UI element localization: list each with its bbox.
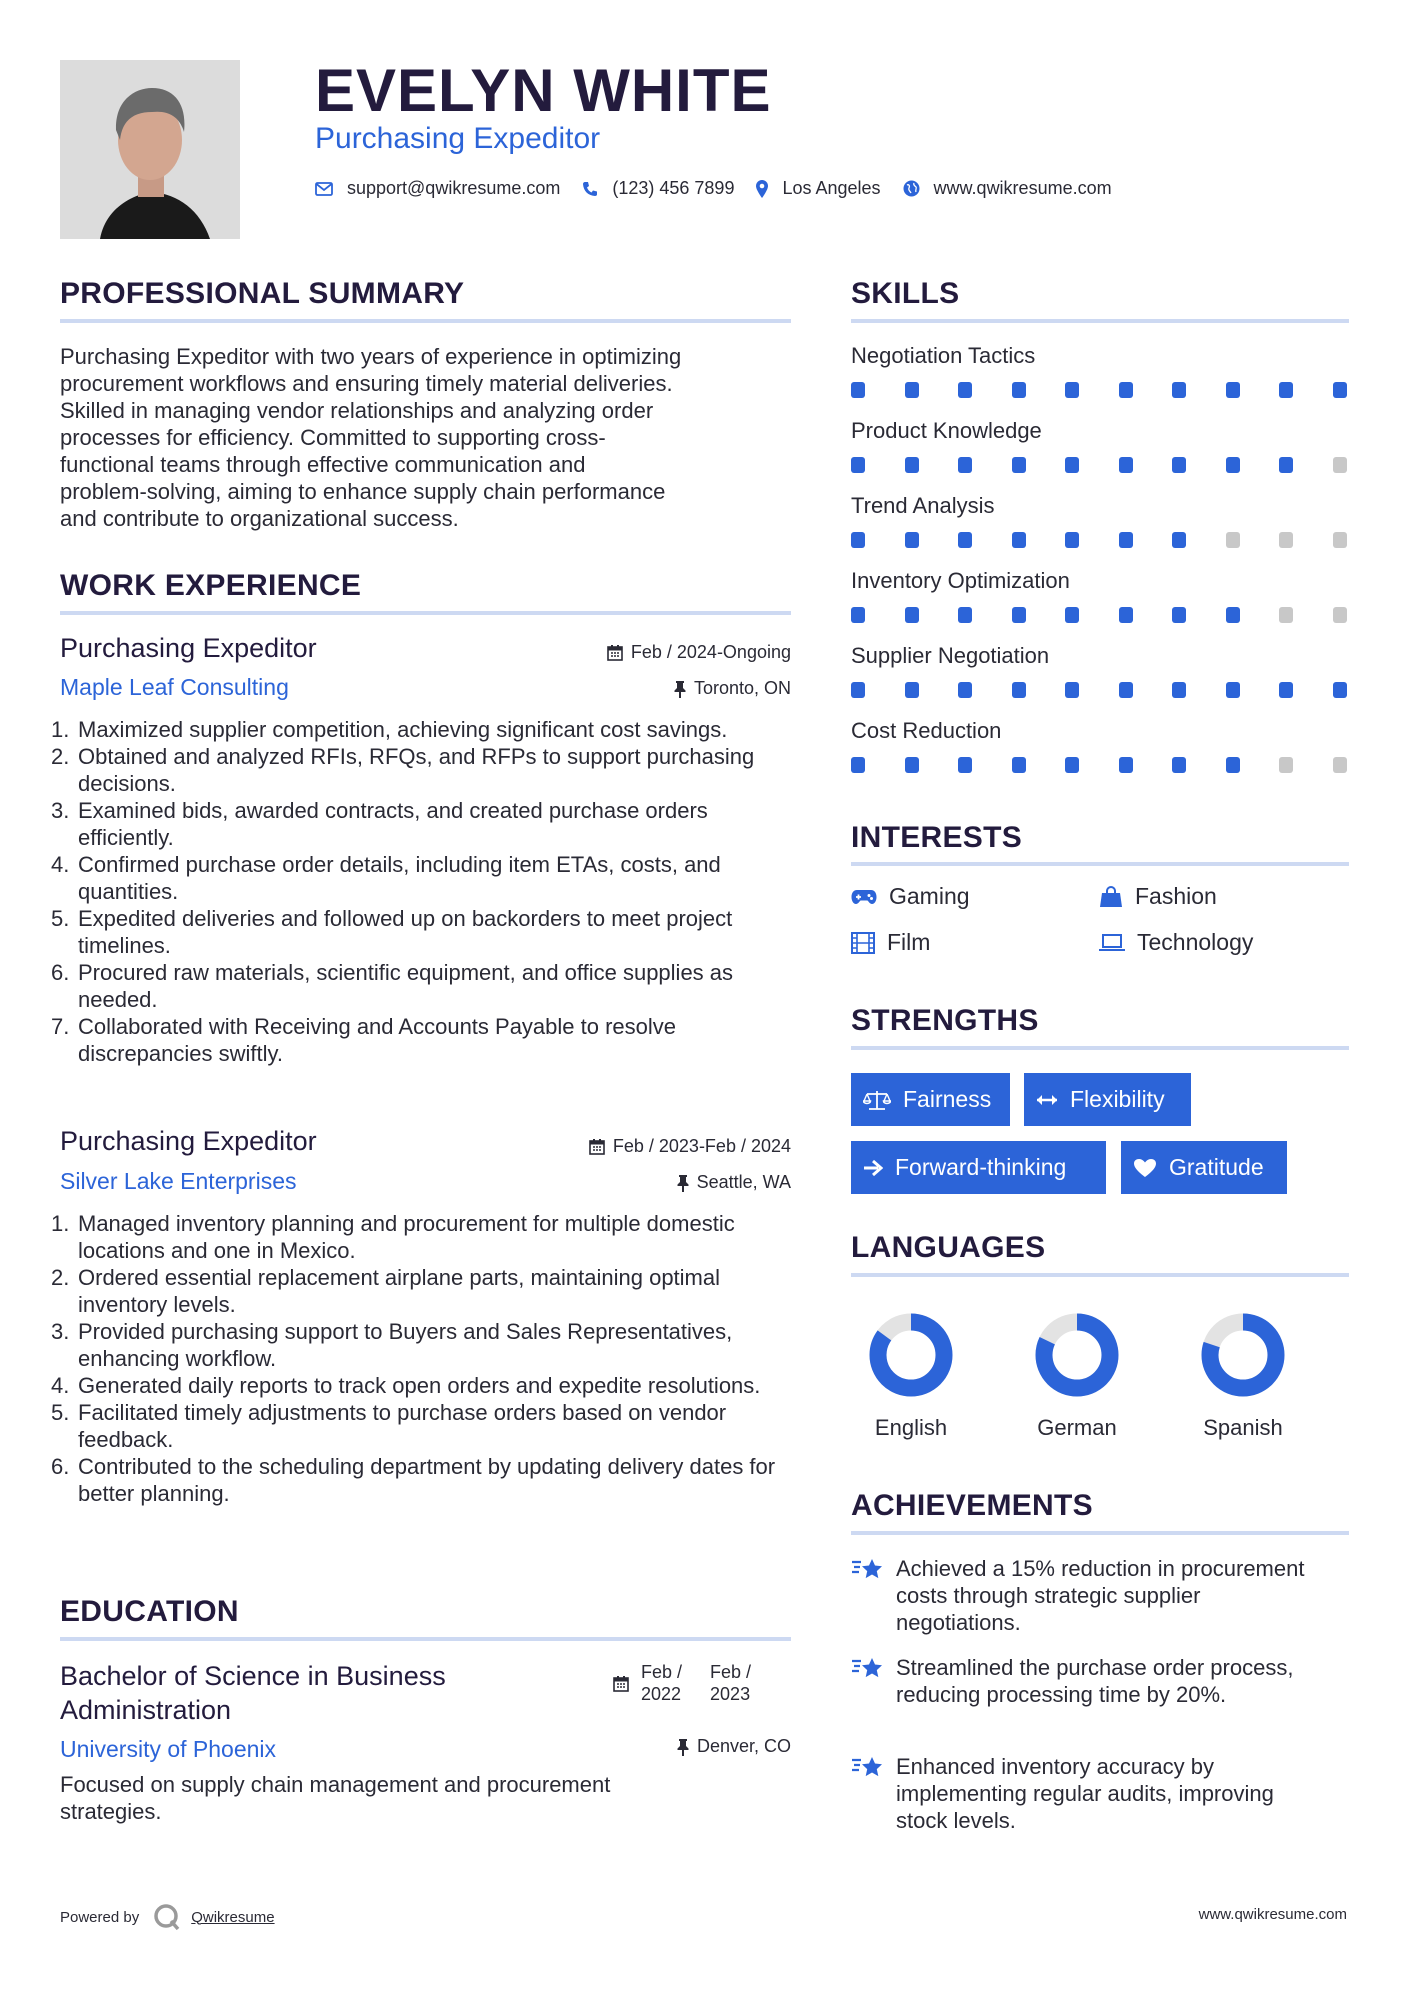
skill-name: Trend Analysis: [851, 493, 995, 518]
pushpin-icon: [677, 1738, 689, 1756]
strengths-heading: STRENGTHS: [851, 1004, 1039, 1037]
skill-dot: [1065, 682, 1079, 698]
skill-dot: [851, 382, 865, 398]
skill-dot: [851, 607, 865, 623]
list-item: [60, 1453, 790, 1507]
language-label: Spanish: [1203, 1415, 1283, 1440]
achievement-text: Achieved a 15% reduction in procurement costs through strategic supplier negotiations.: [896, 1556, 1305, 1635]
school-name: University of Phoenix: [60, 1736, 277, 1762]
list-item: [60, 905, 790, 959]
contact-location: [756, 178, 880, 199]
skill-dot: [1226, 607, 1240, 623]
summary-text: [60, 343, 800, 532]
strength-label: Gratitude: [1169, 1154, 1264, 1180]
skill-dot: [958, 382, 972, 398]
summary-line: functional teams through effective communication and: [60, 452, 586, 477]
skill-dot: [958, 757, 972, 773]
contact-phone[interactable]: [582, 178, 734, 199]
strength-chip: [1121, 1141, 1287, 1194]
task-text: Examined bids, awarded contracts, and created purchase orders efficiently.: [78, 798, 708, 850]
skill-dot: [1333, 682, 1347, 698]
education-rule: [60, 1637, 791, 1641]
interest-label: Technology: [1137, 929, 1254, 955]
summary-rule: [60, 319, 791, 323]
job-location-text: Seattle, WA: [696, 1172, 791, 1192]
skill-dot: [1333, 607, 1347, 623]
skill-name: Supplier Negotiation: [851, 643, 1050, 668]
phone-icon: [582, 181, 598, 197]
degree-title: [60, 1659, 446, 1727]
skill-dot: [1279, 532, 1293, 548]
list-item: [60, 743, 790, 797]
skill-dot: [1226, 757, 1240, 773]
skill-rating: [851, 457, 1350, 473]
shopping-bag-icon: [1099, 886, 1123, 908]
task-text: Obtained and analyzed RFIs, RFQs, and RFPs to support purchasing decisions.: [78, 744, 755, 796]
skill-dot: [1333, 757, 1347, 773]
contact-website[interactable]: [903, 178, 1112, 199]
skills-rule: [851, 319, 1349, 323]
candidate-name: EVELYN WHITE: [315, 57, 772, 124]
list-item: [60, 1399, 790, 1453]
company-name: Silver Lake Enterprises: [60, 1168, 297, 1194]
skill-dot: [1226, 382, 1240, 398]
job-dates-text: Feb / 2024-Ongoing: [630, 642, 791, 662]
task-text: Expedited deliveries and followed up on backorders to meet project timelines.: [78, 906, 733, 958]
language-label: English: [874, 1415, 948, 1440]
summary-heading: PROFESSIONAL SUMMARY: [60, 277, 465, 310]
list-item: [60, 1013, 790, 1067]
languages-rule: [851, 1273, 1349, 1277]
job-location: [674, 678, 791, 699]
skill-dot: [1065, 532, 1079, 548]
list-item: [60, 716, 790, 743]
summary-line: and contribute to organizational success.: [60, 506, 459, 531]
skill-dot: [1279, 607, 1293, 623]
laptop-icon: [1099, 934, 1125, 952]
experience-rule: [60, 611, 791, 615]
skill-dot: [958, 607, 972, 623]
interest-fashion: [1099, 883, 1217, 910]
pushpin-icon: [677, 1174, 689, 1192]
skill-dot: [1226, 457, 1240, 473]
achievement-text: Streamlined the purchase order process, reducing processing time by 20%.: [896, 1655, 1294, 1707]
task-text: Contributed to the scheduling department by updating delivery dates for better planning.: [78, 1454, 776, 1506]
website-text: www.qwikresume.com: [933, 178, 1112, 198]
skill-rating: [851, 607, 1350, 623]
list-item: [60, 1318, 790, 1372]
language-donut: [1032, 1310, 1122, 1400]
candidate-title: Purchasing Expeditor: [315, 122, 601, 155]
achievement-item: [851, 1555, 1331, 1636]
location-text: Los Angeles: [782, 178, 881, 198]
shooting-star-icon: [851, 1557, 885, 1583]
education-description: [60, 1771, 800, 1825]
skill-dot: [905, 532, 919, 548]
job-dates: [607, 642, 791, 663]
footer-website[interactable]: www.qwikresume.com: [1198, 1906, 1347, 1923]
skill-dot: [905, 382, 919, 398]
education-dates: [613, 1661, 751, 1705]
education-location: [677, 1736, 791, 1757]
task-list: [60, 1210, 790, 1507]
skill-dot: [1119, 757, 1133, 773]
education-desc-line: Focused on supply chain management and procurement: [60, 1772, 611, 1797]
achievements-heading: ACHIEVEMENTS: [851, 1489, 1093, 1522]
skill-dot: [1012, 607, 1026, 623]
company-name: Maple Leaf Consulting: [60, 674, 289, 700]
skill-dot: [1279, 457, 1293, 473]
calendar-icon: [613, 1675, 629, 1692]
skill-name: Negotiation Tactics: [851, 343, 1036, 368]
skill-name: Product Knowledge: [851, 418, 1042, 443]
skill-dot: [958, 682, 972, 698]
strength-chip: [851, 1073, 1010, 1126]
interests-rule: [851, 862, 1349, 866]
job-title: Purchasing Expeditor: [60, 1126, 317, 1156]
skill-dot: [1333, 457, 1347, 473]
qwikresume-logo-icon: [153, 1903, 181, 1931]
language-label: German: [1037, 1415, 1117, 1440]
skill-dot: [1012, 382, 1026, 398]
skill-dot: [1333, 382, 1347, 398]
achievements-rule: [851, 1531, 1349, 1535]
skill-dot: [1065, 382, 1079, 398]
phone-text: (123) 456 7899: [612, 178, 735, 198]
skill-dot: [1119, 607, 1133, 623]
summary-line: problem-solving, aiming to enhance supply chain performance: [60, 479, 666, 504]
interest-gaming: [851, 883, 970, 910]
strength-chip: [851, 1141, 1106, 1194]
skill-dot: [1012, 682, 1026, 698]
skills-heading: SKILLS: [851, 277, 960, 310]
skill-dot: [905, 607, 919, 623]
summary-line: procurement workflows and ensuring timely material deliveries.: [60, 371, 673, 396]
skill-dot: [851, 457, 865, 473]
skill-dot: [1012, 757, 1026, 773]
strength-label: Flexibility: [1070, 1086, 1165, 1112]
skill-rating: [851, 757, 1350, 773]
powered-by-text: Powered by: [60, 1908, 140, 1926]
interest-label: Film: [887, 929, 931, 955]
task-text: Procured raw materials, scientific equipment, and office supplies as needed.: [78, 960, 734, 1012]
language-donut: [1198, 1310, 1288, 1400]
task-text: Collaborated with Receiving and Accounts Payable to resolve discrepancies swiftly.: [78, 1014, 677, 1066]
skill-dot: [1119, 457, 1133, 473]
list-item: [60, 959, 790, 1013]
edu-start-line: Feb /: [641, 1662, 683, 1682]
task-text: Maximized supplier competition, achieving significant cost savings.: [78, 717, 728, 742]
skill-dot: [1172, 682, 1186, 698]
interest-film: [851, 929, 930, 956]
arrow-right-icon: [863, 1159, 883, 1177]
skill-rating: [851, 682, 1350, 698]
skill-name: Cost Reduction: [851, 718, 1002, 743]
interest-label: Fashion: [1135, 883, 1217, 909]
scale-icon: [863, 1089, 891, 1111]
achievement-item: [851, 1753, 1331, 1834]
skill-dot: [1012, 532, 1026, 548]
job-location: [677, 1172, 791, 1193]
task-text: Confirmed purchase order details, including item ETAs, costs, and quantities.: [78, 852, 721, 904]
skill-rating: [851, 532, 1350, 548]
list-item: [60, 797, 790, 851]
skill-rating: [851, 382, 1350, 398]
shooting-star-icon: [851, 1755, 885, 1781]
skill-dot: [1279, 382, 1293, 398]
horizontal-arrows-icon: [1036, 1093, 1058, 1107]
skill-dot: [905, 457, 919, 473]
calendar-icon: [607, 644, 623, 661]
task-list: [60, 716, 790, 1067]
heart-icon: [1133, 1158, 1157, 1178]
summary-line: Purchasing Expeditor with two years of experience in optimizing: [60, 344, 682, 369]
skill-dot: [958, 532, 972, 548]
job-dates: [589, 1136, 791, 1157]
skill-dot: [958, 457, 972, 473]
edu-end: [710, 1661, 751, 1705]
degree-line: Administration: [60, 1695, 232, 1725]
achievement-text: Enhanced inventory accuracy by implementing regular audits, improving stock levels.: [896, 1754, 1274, 1833]
job-location-text: Toronto, ON: [693, 678, 791, 698]
skill-name: Inventory Optimization: [851, 568, 1070, 593]
list-item: [60, 851, 790, 905]
achievement-item: [851, 1654, 1331, 1708]
skill-dot: [905, 757, 919, 773]
skill-dot: [1172, 382, 1186, 398]
skill-dot: [1279, 757, 1293, 773]
list-item: [60, 1210, 790, 1264]
skill-dot: [1119, 382, 1133, 398]
list-item: [60, 1264, 790, 1318]
task-text: Provided purchasing support to Buyers and Sales Representatives, enhancing workflow.: [78, 1319, 733, 1371]
education-location-text: Denver, CO: [696, 1736, 791, 1756]
task-text: Ordered essential replacement airplane parts, maintaining optimal inventory levels.: [78, 1265, 721, 1317]
skill-dot: [1172, 607, 1186, 623]
interest-label: Gaming: [889, 883, 970, 909]
experience-heading: WORK EXPERIENCE: [60, 569, 362, 602]
degree-line: Bachelor of Science in Business: [60, 1661, 446, 1691]
edu-end-line: 2023: [710, 1684, 751, 1704]
profile-photo: [60, 60, 240, 239]
edu-start: [641, 1661, 682, 1705]
email-text: support@qwikresume.com: [347, 178, 561, 198]
shooting-star-icon: [851, 1656, 885, 1682]
task-text: Generated daily reports to track open orders and expedite resolutions.: [78, 1373, 761, 1398]
task-text: Managed inventory planning and procurement for multiple domestic locations and one in Mexico.: [78, 1211, 735, 1263]
skill-dot: [851, 532, 865, 548]
education-desc-line: strategies.: [60, 1799, 162, 1824]
edu-start-line: 2022: [641, 1684, 682, 1704]
job-dates-text: Feb / 2023-Feb / 2024: [612, 1136, 791, 1156]
skill-dot: [905, 682, 919, 698]
strength-chip: [1024, 1073, 1191, 1126]
skill-dot: [1279, 682, 1293, 698]
skill-dot: [1226, 532, 1240, 548]
skill-dot: [851, 682, 865, 698]
gamepad-icon: [851, 889, 877, 905]
list-item: [60, 1372, 790, 1399]
contact-email[interactable]: [315, 178, 560, 199]
skill-dot: [851, 757, 865, 773]
map-pin-icon: [756, 180, 768, 198]
contact-bar: [315, 178, 1134, 199]
interests-heading: INTERESTS: [851, 821, 1023, 854]
strength-label: Fairness: [903, 1086, 992, 1112]
skill-dot: [1226, 682, 1240, 698]
film-icon: [851, 932, 875, 954]
skill-dot: [1172, 532, 1186, 548]
job-title: Purchasing Expeditor: [60, 633, 317, 663]
summary-line: processes for efficiency. Committed to supporting cross-: [60, 425, 606, 450]
footer-powered-by: [60, 1903, 275, 1931]
skill-dot: [1065, 757, 1079, 773]
languages-heading: LANGUAGES: [851, 1231, 1046, 1264]
skill-dot: [1172, 457, 1186, 473]
skill-dot: [1119, 682, 1133, 698]
calendar-icon: [589, 1138, 605, 1155]
skill-dot: [1333, 532, 1347, 548]
skill-dot: [1065, 607, 1079, 623]
summary-line: Skilled in managing vendor relationships and analyzing order: [60, 398, 654, 423]
strengths-rule: [851, 1046, 1349, 1050]
strength-label: Forward-thinking: [895, 1154, 1067, 1180]
skill-dot: [1065, 457, 1079, 473]
skill-dot: [1012, 457, 1026, 473]
envelope-icon: [315, 182, 333, 196]
edu-end-line: Feb /: [710, 1662, 752, 1682]
education-heading: EDUCATION: [60, 1595, 239, 1628]
pushpin-icon: [674, 680, 686, 698]
skill-dot: [1172, 757, 1186, 773]
qwikresume-link[interactable]: Qwikresume: [191, 1908, 275, 1926]
interest-technology: [1099, 929, 1253, 956]
task-text: Facilitated timely adjustments to purchase orders based on vendor feedback.: [78, 1400, 727, 1452]
language-donut: [866, 1310, 956, 1400]
globe-icon: [903, 180, 920, 197]
skill-dot: [1119, 532, 1133, 548]
